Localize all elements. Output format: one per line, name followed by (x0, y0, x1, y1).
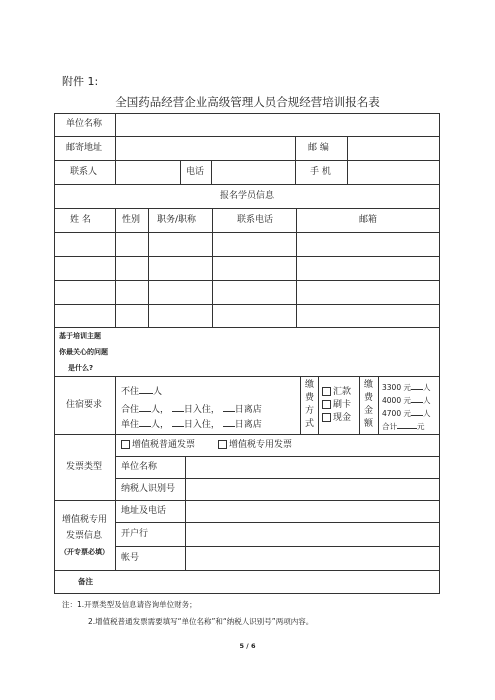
phone-label: 电话 (186, 167, 205, 177)
postcode-field[interactable] (349, 138, 437, 158)
contact-label: 联系人 (70, 167, 98, 177)
annex-label: 附件 1: (62, 75, 99, 88)
invoice-unit-name-field[interactable] (187, 458, 437, 476)
remarks-label: 备注 (78, 577, 93, 586)
postcode-label: 邮 编 (308, 143, 329, 153)
note-1: 注：1.开票类型及信息请咨询单位财务； (62, 600, 197, 609)
payment-card-option[interactable]: 刷卡 (322, 400, 351, 410)
vat-info-label-line2: 发票信息 (66, 531, 103, 541)
amount-4000-line: 4000 元 人 (382, 396, 431, 405)
checkbox-icon (322, 413, 331, 422)
student-row[interactable] (56, 306, 438, 326)
account-label: 帐号 (121, 553, 140, 563)
invoice-type-label: 发票类型 (66, 462, 103, 472)
student-row[interactable] (56, 234, 438, 254)
payment-cash-option[interactable]: 现金 (322, 413, 351, 423)
address-phone-field[interactable] (187, 502, 437, 520)
note-2: 2.增值税普通发票需要填写“单位名称”和“纳税人识别号”两项内容。 (88, 617, 314, 626)
lodging-single-line: 单住 人， 日入住， 日离店 (121, 420, 262, 430)
column-name: 姓 名 (70, 215, 91, 225)
topic-answer-field[interactable] (117, 330, 437, 374)
topic-label-line1: 基于培训主题 (59, 332, 101, 340)
bank-field[interactable] (187, 524, 437, 544)
checkbox-icon (322, 400, 331, 409)
lodging-label: 住宿要求 (66, 400, 103, 410)
vat-info-label-line1: 增值税专用 (62, 515, 108, 525)
column-title: 职务/职称 (157, 215, 197, 225)
amount-3300-line: 3300 元 人 (382, 383, 431, 392)
mobile-field[interactable] (349, 162, 437, 182)
address-field[interactable] (117, 138, 293, 158)
remarks-field[interactable] (117, 572, 437, 591)
checkbox-icon (218, 440, 227, 449)
invoice-special-option[interactable]: 增值税专用发票 (218, 440, 292, 450)
amount-4700-line: 4700 元 人 (382, 409, 431, 418)
unit-name-label: 单位名称 (66, 119, 103, 129)
column-gender: 性别 (122, 215, 141, 225)
payment-amount-char: 费 (364, 393, 374, 403)
form-title: 全国药品经营企业高级管理人员合规经营培训报名表 (115, 95, 380, 109)
topic-label-line2: 你最关心的问题 (59, 348, 108, 356)
payment-transfer-option[interactable]: 汇款 (322, 387, 351, 397)
payment-amount-char: 额 (364, 419, 374, 429)
lodging-none-line: 不住 人 (121, 387, 163, 397)
invoice-unit-name-label: 单位名称 (121, 462, 158, 472)
tax-id-field[interactable] (187, 480, 437, 498)
topic-label-line3: 是什么? (68, 364, 94, 372)
address-phone-label: 地址及电话 (121, 506, 167, 516)
page-number: 5 / 6 (239, 642, 256, 650)
mobile-label: 手 机 (310, 167, 331, 177)
checkbox-icon (121, 440, 130, 449)
column-email: 邮箱 (359, 215, 378, 225)
contact-field[interactable] (117, 162, 178, 182)
payment-method-char: 方 (305, 406, 315, 416)
student-row[interactable] (56, 258, 438, 278)
amount-total-line: 合计 元 (382, 422, 425, 431)
student-info-heading: 报名学员信息 (219, 191, 274, 201)
checkbox-icon (322, 387, 331, 396)
tax-id-label: 纳税人识别号 (121, 484, 176, 494)
vat-required-note: （开专票必填） (60, 548, 109, 556)
student-row[interactable] (56, 282, 438, 302)
unit-name-field[interactable] (117, 115, 437, 135)
phone-field[interactable] (213, 162, 293, 182)
account-field[interactable] (187, 548, 437, 568)
payment-amount-char: 缴 (364, 380, 374, 390)
bank-label: 开户行 (121, 529, 149, 539)
invoice-general-option[interactable]: 增值税普通发票 (121, 440, 195, 450)
payment-method-char: 缴 (305, 380, 315, 390)
address-label: 邮寄地址 (66, 143, 103, 153)
column-phone: 联系电话 (237, 215, 274, 225)
payment-method-char: 费 (305, 393, 315, 403)
payment-amount-char: 金 (364, 406, 374, 416)
payment-method-char: 式 (305, 419, 315, 429)
lodging-shared-line: 合住 人， 日入住， 日离店 (121, 405, 262, 415)
